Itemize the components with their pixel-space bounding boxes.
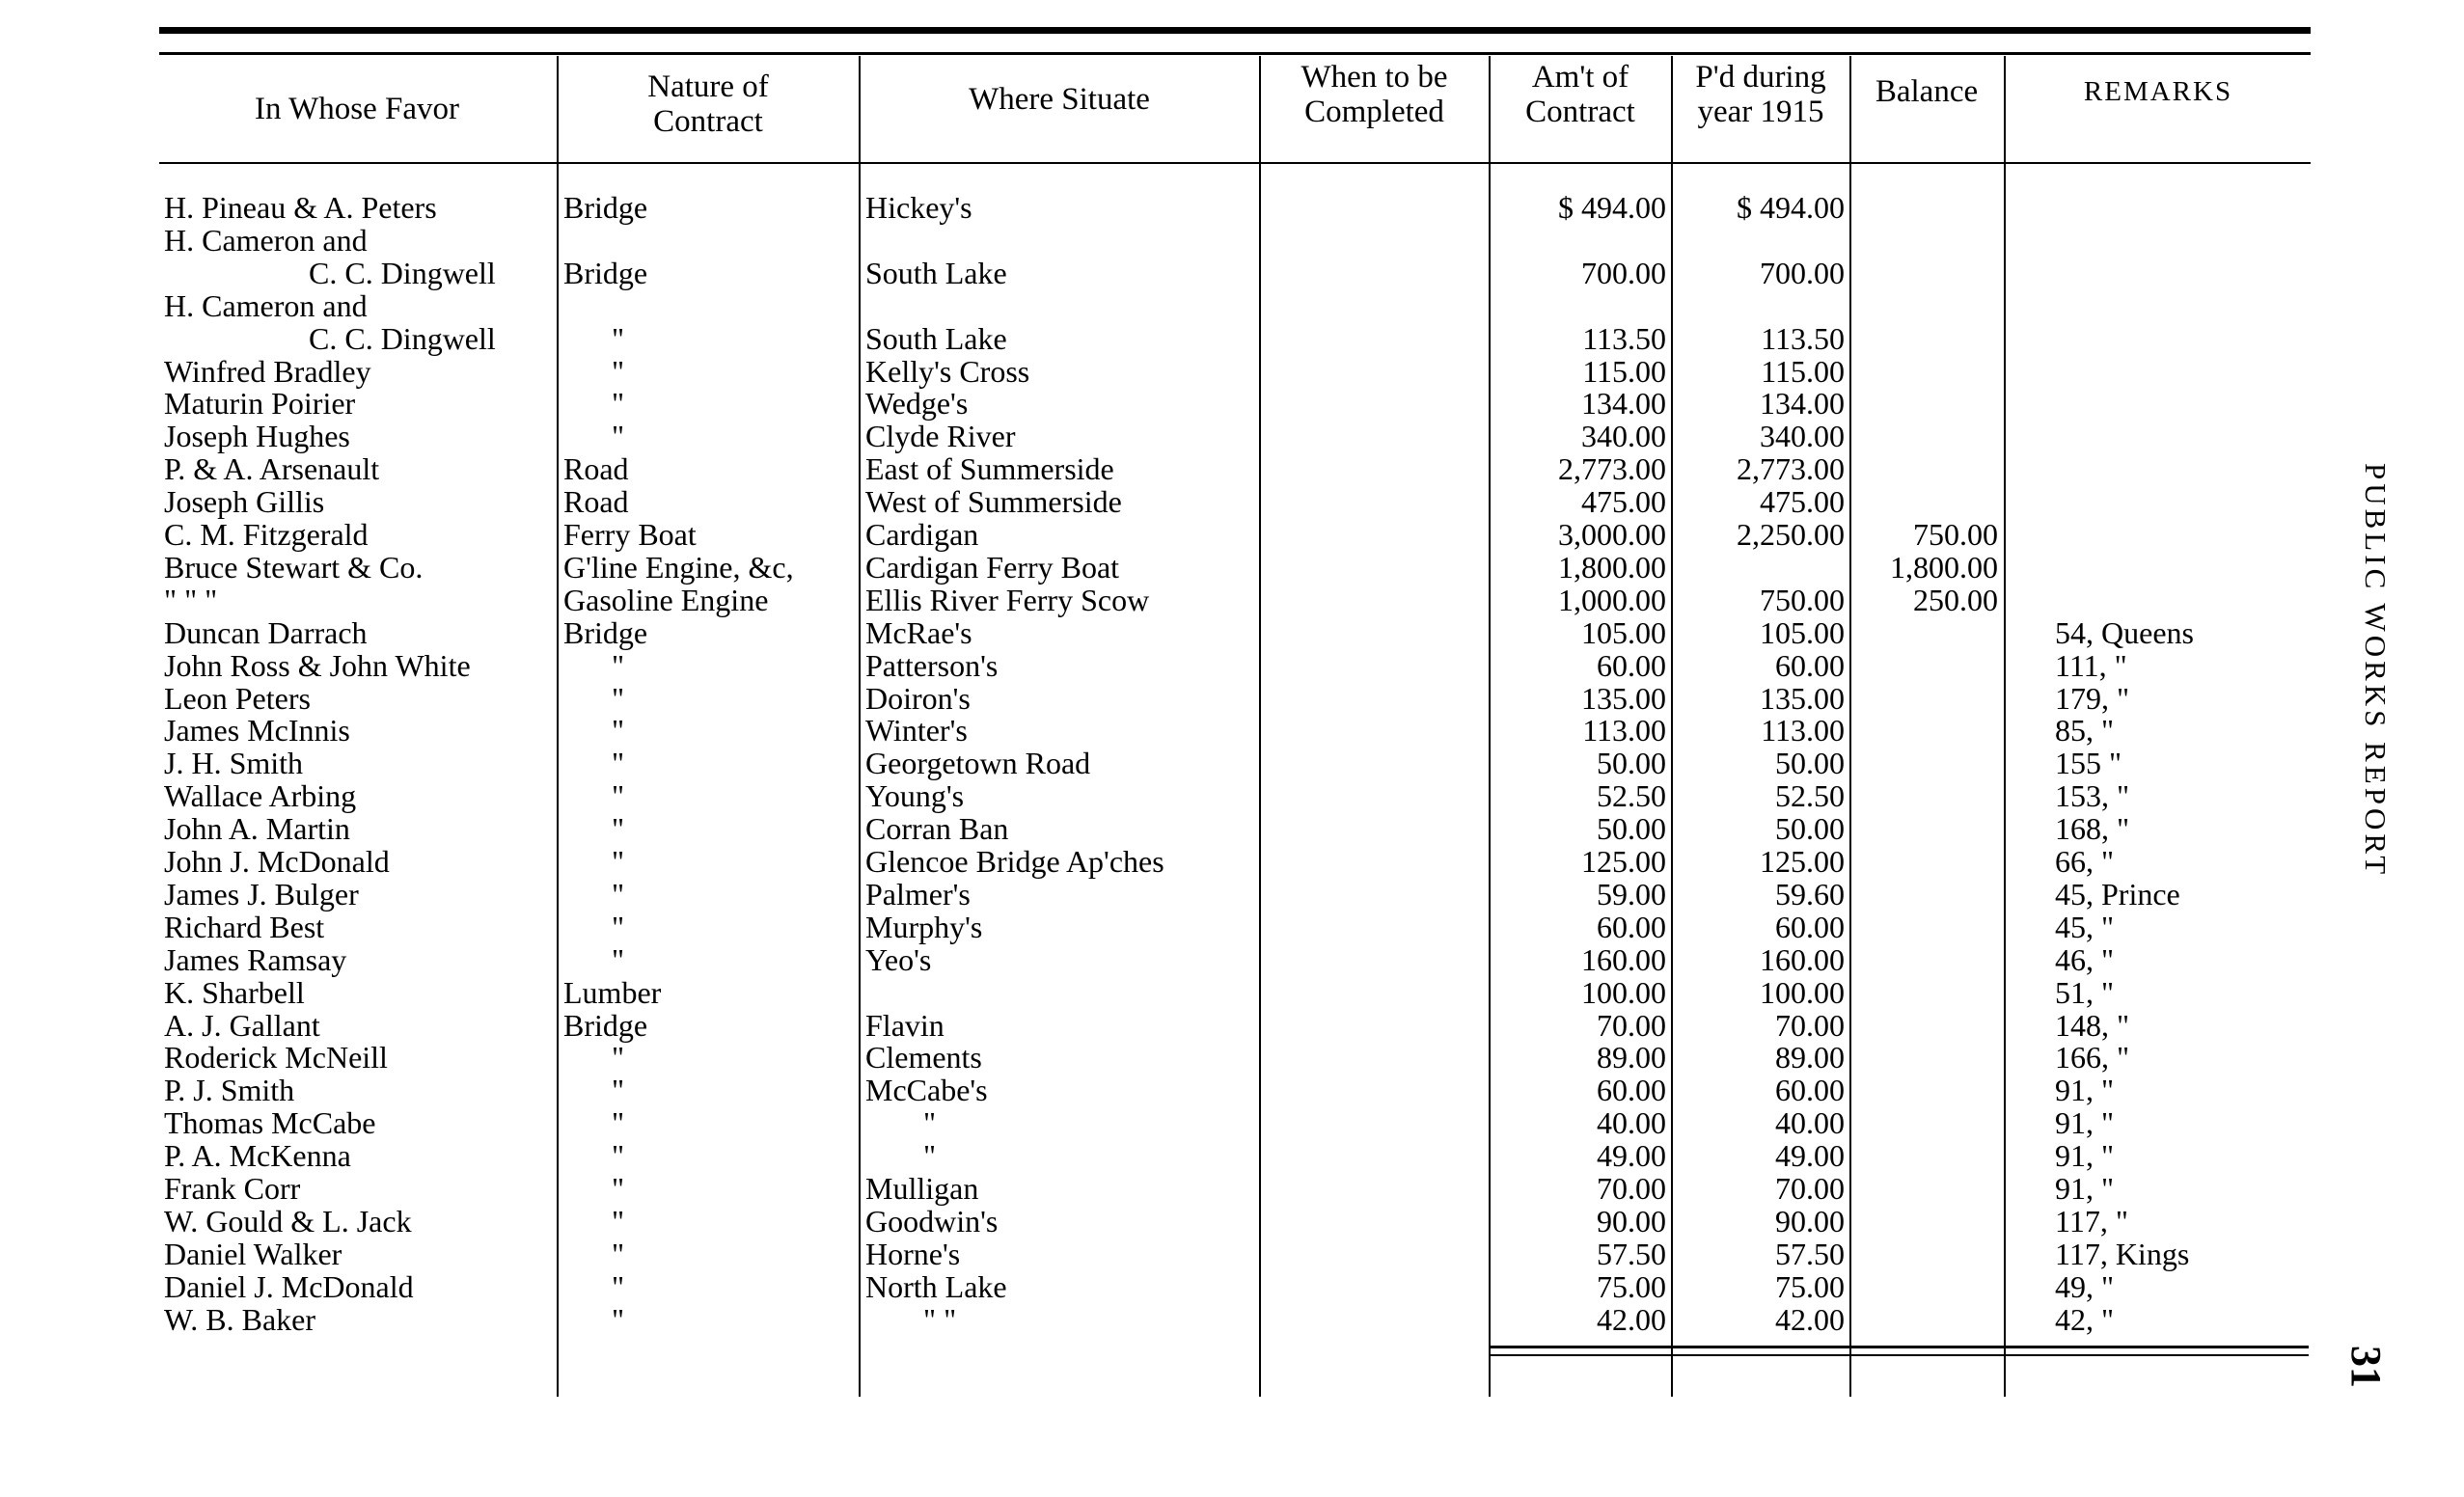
- cell-nature: ": [612, 1138, 625, 1174]
- column-divider: [1849, 56, 1851, 1397]
- cell-favor: P. A. McKenna: [164, 1138, 351, 1174]
- cell-favor: Daniel Walker: [164, 1236, 342, 1271]
- header-when-to-be-completed: When to be Completed: [1300, 60, 1448, 129]
- cell-where: East of Summerside: [865, 451, 1114, 487]
- cell-amount: 113.50: [1582, 320, 1666, 356]
- cell-paid: 475.00: [1760, 484, 1845, 520]
- cell-paid: 50.00: [1775, 746, 1845, 781]
- cell-nature: ": [612, 1301, 625, 1337]
- cell-amount: 2,773.00: [1558, 451, 1666, 487]
- cell-remarks: 54, Queens: [2055, 614, 2194, 650]
- cell-favor: Frank Corr: [164, 1171, 301, 1206]
- cell-where: Murphy's: [865, 909, 983, 944]
- cell-favor: P. & A. Arsenault: [164, 451, 380, 487]
- cell-where: Goodwin's: [865, 1203, 999, 1238]
- cell-paid: 700.00: [1760, 255, 1845, 290]
- cell-nature: Lumber: [563, 974, 662, 1010]
- cell-nature: ": [612, 811, 625, 847]
- cell-paid: 70.00: [1775, 1171, 1845, 1206]
- cell-paid: $ 494.00: [1737, 190, 1845, 225]
- top-rule: [159, 27, 2311, 34]
- cell-where: Flavin: [865, 1007, 945, 1043]
- cell-favor: H. Pineau & A. Peters: [164, 190, 437, 225]
- cell-amount: 135.00: [1581, 680, 1666, 716]
- cell-nature: ": [612, 1040, 625, 1075]
- cell-where: Doiron's: [865, 680, 971, 716]
- cell-paid: 113.50: [1761, 320, 1845, 356]
- cell-remarks: 51, ": [2055, 974, 2115, 1010]
- header-amount-of-contract: Am't of Contract: [1525, 60, 1635, 129]
- cell-amount: 100.00: [1581, 974, 1666, 1010]
- cell-nature: ": [612, 844, 625, 879]
- cell-favor: Roderick McNeill: [164, 1040, 388, 1075]
- cell-favor: James McInnis: [164, 713, 350, 748]
- cell-paid: 100.00: [1760, 974, 1845, 1010]
- cell-nature: Road: [563, 484, 629, 520]
- cell-remarks: 42, ": [2055, 1301, 2115, 1337]
- cell-favor: W. B. Baker: [164, 1301, 316, 1337]
- cell-remarks: 45, Prince: [2055, 876, 2180, 912]
- cell-remarks: 91, ": [2055, 1073, 2115, 1108]
- cell-nature: ": [612, 778, 625, 814]
- cell-favor: Daniel J. McDonald: [164, 1268, 414, 1304]
- cell-nature: ": [612, 386, 625, 422]
- cell-amount: 50.00: [1597, 746, 1666, 781]
- cell-where: ": [923, 1105, 937, 1141]
- cell-amount: 57.50: [1597, 1236, 1666, 1271]
- cell-nature: ": [612, 353, 625, 389]
- cell-favor: John A. Martin: [164, 811, 350, 847]
- cell-remarks: 91, ": [2055, 1171, 2115, 1206]
- header-in-whose-favor: In Whose Favor: [254, 92, 460, 126]
- cell-nature: ": [612, 419, 625, 454]
- cell-remarks: 155 ": [2055, 746, 2122, 781]
- cell-nature: ": [612, 680, 625, 716]
- cell-paid: 57.50: [1775, 1236, 1845, 1271]
- cell-where: Georgetown Road: [865, 746, 1091, 781]
- cell-amount: 40.00: [1597, 1105, 1666, 1141]
- cell-paid: 49.00: [1775, 1138, 1845, 1174]
- cell-nature: Bridge: [563, 255, 648, 290]
- cell-amount: 52.50: [1597, 778, 1666, 814]
- cell-favor: C. M. Fitzgerald: [164, 517, 369, 552]
- cell-where: Young's: [865, 778, 965, 814]
- cell-remarks: 91, ": [2055, 1105, 2115, 1141]
- cell-amount: 113.00: [1582, 713, 1666, 748]
- header-underline: [159, 162, 2311, 164]
- cell-favor: Winfred Bradley: [164, 353, 371, 389]
- cell-where: West of Summerside: [865, 484, 1122, 520]
- cell-favor: A. J. Gallant: [164, 1007, 320, 1043]
- cell-amount: 49.00: [1597, 1138, 1666, 1174]
- cell-amount: $ 494.00: [1558, 190, 1666, 225]
- cell-where: Kelly's Cross: [865, 353, 1030, 389]
- column-divider: [2004, 56, 2006, 1397]
- cell-favor: C. C. Dingwell: [309, 320, 496, 356]
- cell-paid: 2,773.00: [1737, 451, 1845, 487]
- cell-where: McRae's: [865, 614, 972, 650]
- cell-balance: 250.00: [1913, 582, 1998, 617]
- cell-paid: 340.00: [1760, 419, 1845, 454]
- cell-amount: 105.00: [1581, 614, 1666, 650]
- cell-where: North Lake: [865, 1268, 1007, 1304]
- cell-amount: 1,800.00: [1558, 549, 1666, 585]
- cell-where: Winter's: [865, 713, 968, 748]
- cell-amount: 700.00: [1581, 255, 1666, 290]
- cell-amount: 42.00: [1597, 1301, 1666, 1337]
- cell-amount: 50.00: [1597, 811, 1666, 847]
- cell-nature: ": [612, 1203, 625, 1238]
- cell-favor: James Ramsay: [164, 941, 347, 977]
- cell-nature: Bridge: [563, 614, 648, 650]
- cell-amount: 89.00: [1597, 1040, 1666, 1075]
- column-divider: [1671, 56, 1673, 1397]
- cell-favor: " " ": [164, 582, 218, 617]
- cell-amount: 70.00: [1597, 1007, 1666, 1043]
- cell-where: Yeo's: [865, 941, 932, 977]
- cell-favor: C. C. Dingwell: [309, 255, 496, 290]
- cell-where: Cardigan Ferry Boat: [865, 549, 1120, 585]
- cell-amount: 115.00: [1582, 353, 1666, 389]
- cell-amount: 3,000.00: [1558, 517, 1666, 552]
- cell-nature: ": [612, 1073, 625, 1108]
- cell-paid: 115.00: [1761, 353, 1845, 389]
- header-nature-of-contract: Nature of Contract: [647, 69, 769, 139]
- top-rule-thin: [159, 52, 2311, 55]
- cell-where: Patterson's: [865, 647, 999, 683]
- header-balance: Balance: [1875, 74, 1979, 109]
- cell-nature: ": [612, 909, 625, 944]
- cell-where: Wedge's: [865, 386, 969, 422]
- cell-paid: 60.00: [1775, 909, 1845, 944]
- cell-amount: 160.00: [1581, 941, 1666, 977]
- cell-paid: 59.60: [1775, 876, 1845, 912]
- cell-where: South Lake: [865, 255, 1007, 290]
- cell-amount: 60.00: [1597, 647, 1666, 683]
- cell-paid: 750.00: [1760, 582, 1845, 617]
- cell-remarks: 49, ": [2055, 1268, 2115, 1304]
- cell-remarks: 85, ": [2055, 713, 2115, 748]
- cell-nature: Bridge: [563, 1007, 648, 1043]
- cell-amount: 134.00: [1581, 386, 1666, 422]
- column-divider: [859, 56, 861, 1397]
- cell-balance: 1,800.00: [1890, 549, 1998, 585]
- cell-nature: G'line Engine, &c,: [563, 549, 794, 585]
- cell-where: Palmer's: [865, 876, 971, 912]
- cell-remarks: 91, ": [2055, 1138, 2115, 1174]
- cell-nature: Ferry Boat: [563, 517, 697, 552]
- cell-where: Clyde River: [865, 419, 1016, 454]
- cell-where: South Lake: [865, 320, 1007, 356]
- cell-paid: 89.00: [1775, 1040, 1845, 1075]
- cell-paid: 135.00: [1760, 680, 1845, 716]
- cell-remarks: 179, ": [2055, 680, 2130, 716]
- cell-where: Ellis River Ferry Scow: [865, 582, 1150, 617]
- cell-nature: ": [612, 1268, 625, 1304]
- cell-paid: 52.50: [1775, 778, 1845, 814]
- cell-amount: 475.00: [1581, 484, 1666, 520]
- cell-paid: 134.00: [1760, 386, 1845, 422]
- cell-remarks: 153, ": [2055, 778, 2130, 814]
- cell-where: " ": [923, 1301, 957, 1337]
- column-divider: [557, 56, 559, 1397]
- cell-nature: ": [612, 746, 625, 781]
- cell-nature: ": [612, 647, 625, 683]
- cell-paid: 50.00: [1775, 811, 1845, 847]
- cell-remarks: 117, ": [2055, 1203, 2128, 1238]
- cell-favor: H. Cameron and: [164, 222, 368, 258]
- cell-favor: H. Cameron and: [164, 287, 368, 323]
- column-divider: [1489, 56, 1491, 1397]
- cell-remarks: 166, ": [2055, 1040, 2130, 1075]
- cell-favor: Duncan Darrach: [164, 614, 368, 650]
- cell-paid: 40.00: [1775, 1105, 1845, 1141]
- cell-nature: Gasoline Engine: [563, 582, 769, 617]
- cell-amount: 75.00: [1597, 1268, 1666, 1304]
- cell-where: Cardigan: [865, 517, 979, 552]
- cell-where: ": [923, 1138, 937, 1174]
- cell-paid: 75.00: [1775, 1268, 1845, 1304]
- page-number: 31: [2342, 1346, 2390, 1388]
- total-rule: [1489, 1346, 2309, 1348]
- cell-where: Hickey's: [865, 190, 972, 225]
- cell-favor: John Ross & John White: [164, 647, 471, 683]
- cell-favor: John J. McDonald: [164, 844, 390, 879]
- cell-favor: Joseph Gillis: [164, 484, 325, 520]
- cell-amount: 60.00: [1597, 1073, 1666, 1108]
- cell-where: Clements: [865, 1040, 982, 1075]
- cell-where: Glencoe Bridge Ap'ches: [865, 844, 1164, 879]
- cell-paid: 70.00: [1775, 1007, 1845, 1043]
- cell-favor: Maturin Poirier: [164, 386, 356, 422]
- cell-amount: 90.00: [1597, 1203, 1666, 1238]
- cell-remarks: 66, ": [2055, 844, 2115, 879]
- cell-favor: Leon Peters: [164, 680, 311, 716]
- cell-nature: ": [612, 1105, 625, 1141]
- cell-remarks: 168, ": [2055, 811, 2130, 847]
- cell-favor: Thomas McCabe: [164, 1105, 376, 1141]
- header-remarks: REMARKS: [2083, 76, 2233, 107]
- cell-favor: James J. Bulger: [164, 876, 359, 912]
- cell-nature: ": [612, 713, 625, 748]
- cell-paid: 113.00: [1761, 713, 1845, 748]
- cell-paid: 2,250.00: [1737, 517, 1845, 552]
- cell-favor: Richard Best: [164, 909, 325, 944]
- cell-amount: 340.00: [1581, 419, 1666, 454]
- column-divider: [1259, 56, 1261, 1397]
- cell-nature: ": [612, 1236, 625, 1271]
- running-title: PUBLIC WORKS REPORT: [2359, 463, 2393, 879]
- cell-amount: 125.00: [1581, 844, 1666, 879]
- cell-paid: 105.00: [1760, 614, 1845, 650]
- cell-amount: 70.00: [1597, 1171, 1666, 1206]
- cell-nature: ": [612, 941, 625, 977]
- cell-where: McCabe's: [865, 1073, 988, 1108]
- cell-where: Mulligan: [865, 1171, 979, 1206]
- cell-favor: Wallace Arbing: [164, 778, 357, 814]
- cell-balance: 750.00: [1913, 517, 1998, 552]
- cell-nature: ": [612, 320, 625, 356]
- cell-paid: 42.00: [1775, 1301, 1845, 1337]
- cell-remarks: 45, ": [2055, 909, 2115, 944]
- cell-favor: K. Sharbell: [164, 974, 305, 1010]
- header-where-situate: Where Situate: [969, 82, 1150, 117]
- total-rule: [1489, 1354, 2309, 1356]
- cell-paid: 125.00: [1760, 844, 1845, 879]
- cell-favor: W. Gould & L. Jack: [164, 1203, 412, 1238]
- cell-nature: Bridge: [563, 190, 648, 225]
- cell-amount: 60.00: [1597, 909, 1666, 944]
- cell-favor: J. H. Smith: [164, 746, 304, 781]
- cell-paid: 60.00: [1775, 1073, 1845, 1108]
- cell-favor: P. J. Smith: [164, 1073, 295, 1108]
- cell-nature: ": [612, 876, 625, 912]
- cell-paid: 90.00: [1775, 1203, 1845, 1238]
- cell-remarks: 111, ": [2055, 647, 2127, 683]
- cell-nature: Road: [563, 451, 629, 487]
- cell-amount: 59.00: [1597, 876, 1666, 912]
- cell-favor: Bruce Stewart & Co.: [164, 549, 424, 585]
- cell-paid: 160.00: [1760, 941, 1845, 977]
- cell-remarks: 148, ": [2055, 1007, 2130, 1043]
- cell-remarks: 117, Kings: [2055, 1236, 2190, 1271]
- header-paid-during-year: P'd during year 1915: [1695, 60, 1826, 129]
- cell-where: Corran Ban: [865, 811, 1009, 847]
- cell-favor: Joseph Hughes: [164, 419, 350, 454]
- cell-remarks: 46, ": [2055, 941, 2115, 977]
- cell-amount: 1,000.00: [1558, 582, 1666, 617]
- cell-where: Horne's: [865, 1236, 961, 1271]
- cell-paid: 60.00: [1775, 647, 1845, 683]
- cell-nature: ": [612, 1171, 625, 1206]
